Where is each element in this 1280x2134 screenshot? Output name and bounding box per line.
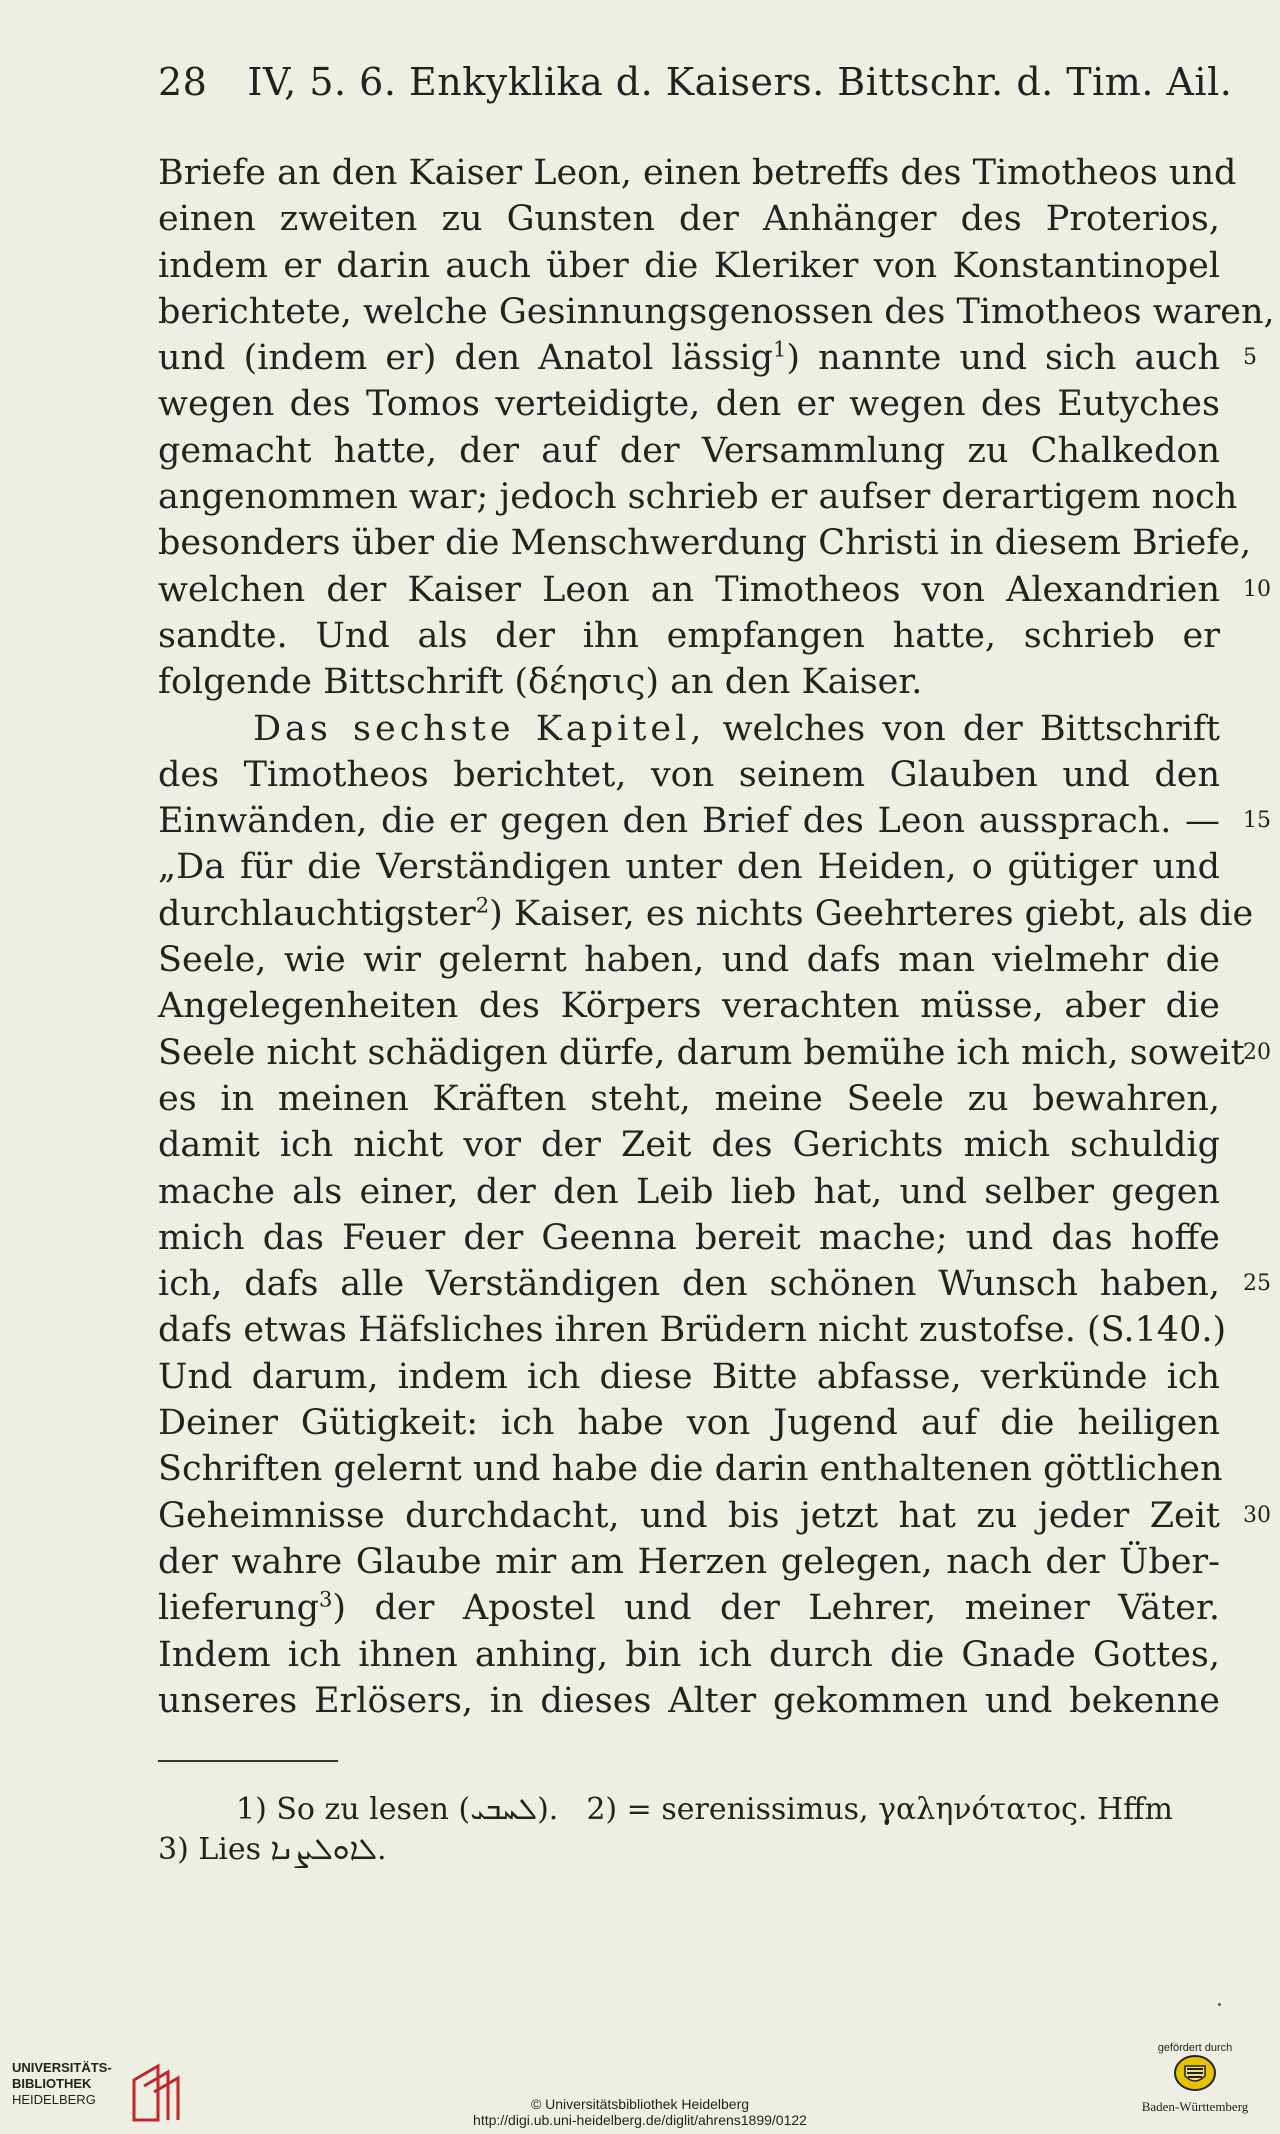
line-text: der wahre Glaube mir am Herzen gelegen, nach der Über- (158, 1541, 1220, 1582)
line-text: gemacht hatte, der auf der Versammlung zu Chalkedon (158, 430, 1220, 471)
line-number: 5 (1243, 345, 1257, 371)
line-text: Und darum, indem ich diese Bitte abfasse, verkünde ich (158, 1356, 1220, 1397)
permalink[interactable]: http://digi.ub.uni-heidelberg.de/diglit/ahrens1899/0122 (473, 2112, 807, 2128)
line-number: 30 (1243, 1502, 1271, 1528)
line-text: ich, dafs alle Verständigen den schönen Wunsch haben, (158, 1264, 1220, 1305)
text-line (158, 1169, 1220, 1215)
text-line (158, 428, 1220, 474)
text-line (158, 659, 1220, 705)
text-line (158, 983, 1220, 1029)
line-text: welches von der Bittschrift (705, 708, 1220, 749)
text-line (158, 474, 1238, 520)
speck (1218, 2003, 1221, 2006)
text-line (158, 1632, 1220, 1678)
line-text: dafs etwas Häfsliches ihren Brüdern nicht zustofse. (S.140.) (158, 1310, 1227, 1351)
line-text: berichtete, welche Gesinnungsgenossen des Timotheos waren, (158, 291, 1275, 332)
running-head-title: IV, 5. 6. Enkyklika d. Kaisers. Bittschr. d. Tim. Ail. (247, 60, 1233, 104)
funder-block: gefördert durch Baden-Württemberg (1141, 2042, 1249, 2114)
line-text: durchlauchtigster (158, 893, 476, 934)
footnote-2: 2) = serenissimus, γαληνότατος. Hffm (586, 1792, 1173, 1827)
text-line (158, 1076, 1220, 1122)
coat-of-arms-icon (1173, 2054, 1217, 2092)
line-text: Einwänden, die er gegen den Brief des Leon aussprach. — (158, 801, 1220, 842)
line-text: ) der Apostel und der Lehrer, meiner Väter. (332, 1588, 1220, 1629)
text-line (158, 289, 1275, 335)
line-number: 15 (1243, 808, 1271, 834)
line-text: Indem ich ihnen anhing, bin ich durch die Gnade Gottes, (158, 1634, 1220, 1675)
footnote-3: 3) Lies ܠܐܘܠܨܢܐ. (158, 1832, 387, 1867)
text-line (158, 381, 1220, 427)
text-line (158, 520, 1252, 566)
line-text: Angelegenheiten des Körpers verachten müsse, aber die (158, 986, 1220, 1027)
line-text: lieferung (158, 1588, 319, 1629)
line-text: ) Kaiser, es nichts Geehrteres giebt, als die (489, 893, 1254, 934)
text-line (158, 937, 1220, 983)
text-line (158, 196, 1220, 242)
footnote-1: 1) So zu lesen (ܠܚܒܝ). (236, 1792, 559, 1827)
line-text: mache als einer, der den Leib lieb hat, und selber gegen (158, 1171, 1220, 1212)
text-line (158, 567, 1271, 613)
line-number: 25 (1243, 1271, 1271, 1297)
line-text: sandte. Und als der ihn empfangen hatte, schrieb er (158, 615, 1220, 656)
line-text: Briefe an den Kaiser Leon, einen betreffs des Timotheos und (158, 153, 1237, 193)
text-line (158, 1678, 1220, 1724)
footer-bar (0, 2040, 1280, 2134)
text-line (158, 1539, 1220, 1585)
copyright-notice: © Universitätsbibliothek Heidelberg http://digi.ub.uni-heidelberg.de/diglit/ahrens1899/0122 (0, 2096, 1280, 2128)
text-line (158, 1585, 1220, 1631)
line-text: indem er darin auch über die Kleriker von Konstantinopel (158, 245, 1220, 286)
footnote-marker[interactable]: 1 (773, 337, 787, 362)
line-number: 10 (1243, 576, 1271, 602)
line-text: Schriften gelernt und habe die darin enthaltenen göttlichen (158, 1449, 1223, 1490)
footnote-rule (158, 1760, 338, 1762)
text-line (158, 1354, 1220, 1400)
line-text: Seele nicht schädigen dürfe, darum bemühe ich mich, soweit (158, 1032, 1245, 1073)
text-line (158, 891, 1254, 937)
text-line (158, 243, 1220, 289)
line-text: „Da für die Verständigen unter den Heiden, o gütiger und (158, 847, 1220, 888)
text-line (158, 1030, 1271, 1076)
text-line (158, 1493, 1271, 1539)
line-text: es in meinen Kräften steht, meine Seele zu bewahren, (158, 1078, 1220, 1119)
line-text: wegen des Tomos verteidigte, den er wegen des Eutyches (158, 384, 1220, 425)
footnote-line-2 (158, 1830, 1220, 1870)
text-line (158, 752, 1220, 798)
line-text: damit ich nicht vor der Zeit des Gerichts mich schuldig (158, 1125, 1220, 1166)
text-line (158, 613, 1220, 659)
line-number: 20 (1243, 1039, 1271, 1065)
text-line (158, 1400, 1220, 1446)
text-line (158, 335, 1257, 381)
chapter-heading-spaced: Das sechste Kapitel, (253, 708, 706, 749)
line-text: und (indem er) den Anatol lässig (158, 338, 773, 379)
text-line (158, 798, 1271, 844)
body-text (158, 150, 1275, 1724)
line-text: folgende Bittschrift (δέησις) an den Kaiser. (158, 662, 923, 703)
running-head (158, 60, 1233, 104)
text-line (158, 1307, 1227, 1353)
text-line (158, 150, 1237, 196)
library-name: UNIVERSITÄTS- BIBLIOTHEK HEIDELBERG (12, 2060, 112, 2107)
footnote-marker[interactable]: 2 (475, 893, 490, 918)
text-line (158, 706, 1220, 752)
line-text: Geheimnisse durchdacht, und bis jetzt hat zu jeder Zeit (158, 1495, 1220, 1536)
footnote-line-1 (158, 1790, 1220, 1830)
line-text: des Timotheos berichtet, von seinem Glauben und den (158, 754, 1220, 795)
line-text: Seele, wie wir gelernt haben, und dafs man vielmehr die (158, 940, 1220, 981)
footnotes (158, 1790, 1220, 1870)
line-text: ) nannte und sich auch (786, 338, 1221, 379)
line-text: Deiner Gütigkeit: ich habe von Jugend auf die heiligen (158, 1403, 1220, 1444)
line-text: welchen der Kaiser Leon an Timotheos von Alexandrien (158, 569, 1220, 610)
text-line (158, 844, 1220, 890)
page-number: 28 (158, 60, 208, 104)
line-text: unseres Erlösers, in dieses Alter gekommen und bekenne (158, 1680, 1220, 1721)
line-text: angenommen war; jedoch schrieb er aufser derartigem noch (158, 477, 1238, 518)
line-text: besonders über die Menschwerdung Christi in diesem Briefe, (158, 523, 1252, 564)
text-line (158, 1261, 1271, 1307)
line-text: einen zweiten zu Gunsten der Anhänger des Proterios, (158, 199, 1220, 240)
line-text: mich das Feuer der Geenna bereit mache; und das hoffe (158, 1217, 1220, 1258)
text-line (158, 1215, 1220, 1261)
footnote-marker[interactable]: 3 (319, 1587, 333, 1612)
text-line (158, 1446, 1223, 1492)
text-line (158, 1122, 1220, 1168)
